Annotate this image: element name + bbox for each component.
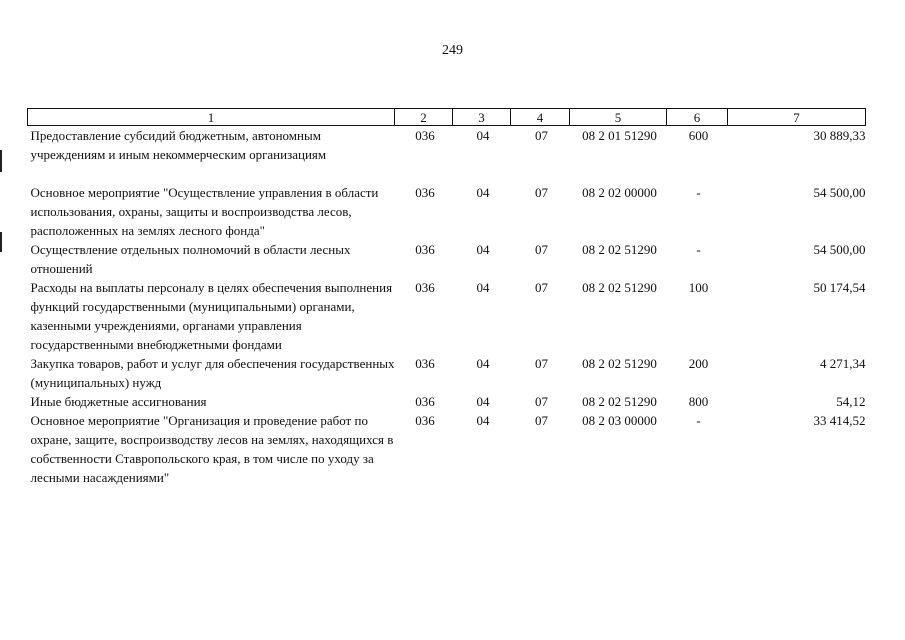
row-target-code: 08 2 02 51290 — [582, 280, 657, 295]
row-name: Предоставление субсидий бюджетным, автономным учреждениям и иным некоммерческим организациям — [30, 128, 327, 162]
table-row — [28, 240, 866, 278]
column-header-5: 5 — [570, 109, 667, 126]
row-expense-type: 100 — [688, 280, 709, 295]
row-name: Иные бюджетные ассигнования — [30, 394, 207, 409]
row-section-code: 04 — [476, 128, 490, 143]
row-name: Основное мероприятие "Организация и проведение работ по охране, защите, воспроизводству лесов на землях, находящихся в собственности Ставропольского края, в том числе по уходу за лесными насаждениями" — [30, 413, 394, 485]
row-ministry-code: 036 — [415, 280, 435, 295]
budget-table — [27, 108, 866, 487]
row-expense-type: - — [696, 413, 701, 428]
row-name: Осуществление отдельных полномочий в области лесных отношений — [30, 242, 351, 276]
row-ministry-code: 036 — [415, 394, 435, 409]
row-section-code: 04 — [476, 242, 490, 257]
column-header-3: 3 — [453, 109, 511, 126]
row-section-code: 04 — [476, 356, 490, 371]
row-section-code: 04 — [476, 394, 490, 409]
row-section-code: 04 — [476, 280, 490, 295]
row-name: Расходы на выплаты персоналу в целях обеспечения выполнения функций государственными (муниципальными) органами, казенными учреждениями, органами управления государственными внебюджетными фондами — [30, 280, 393, 352]
column-header-4: 4 — [511, 109, 570, 126]
row-amount: 54 500,00 — [813, 185, 866, 200]
row-amount: 50 174,54 — [813, 280, 866, 295]
row-ministry-code: 036 — [415, 185, 435, 200]
row-ministry-code: 036 — [415, 242, 435, 257]
row-target-code: 08 2 02 51290 — [582, 394, 657, 409]
row-subsection-code: 07 — [535, 242, 548, 257]
page-number: 249 — [442, 43, 463, 58]
row-subsection-code: 07 — [535, 128, 548, 143]
table-header-row — [28, 109, 866, 126]
table-row — [28, 354, 866, 392]
row-target-code: 08 2 02 00000 — [582, 185, 657, 200]
row-section-code: 04 — [476, 413, 490, 428]
row-expense-type: - — [696, 242, 701, 257]
column-header-2: 2 — [395, 109, 453, 126]
scan-edge-mark — [0, 232, 2, 252]
row-expense-type: 600 — [688, 128, 709, 143]
row-section-code: 04 — [476, 185, 490, 200]
row-amount: 4 271,34 — [820, 356, 866, 371]
row-amount: 54 500,00 — [813, 242, 866, 257]
row-amount: 54,12 — [836, 394, 866, 409]
row-subsection-code: 07 — [535, 185, 548, 200]
column-header-6: 6 — [667, 109, 728, 126]
row-amount: 30 889,33 — [813, 128, 866, 143]
column-header-7: 7 — [728, 109, 866, 126]
row-expense-type: - — [696, 185, 701, 200]
row-ministry-code: 036 — [415, 128, 435, 143]
row-subsection-code: 07 — [535, 280, 548, 295]
row-subsection-code: 07 — [535, 394, 548, 409]
table-row — [28, 392, 866, 411]
column-header-1: 1 — [28, 109, 395, 126]
row-name: Основное мероприятие "Осуществление управления в области использования, охраны, защиты и воспроизводства лесов, расположенных на землях лесного фонда" — [30, 185, 379, 238]
row-target-code: 08 2 03 00000 — [582, 413, 657, 428]
row-target-code: 08 2 01 51290 — [582, 128, 657, 143]
row-amount: 33 414,52 — [813, 413, 866, 428]
row-target-code: 08 2 02 51290 — [582, 242, 657, 257]
row-ministry-code: 036 — [415, 413, 435, 428]
row-ministry-code: 036 — [415, 356, 435, 371]
scan-edge-mark — [0, 150, 2, 172]
row-subsection-code: 07 — [535, 356, 548, 371]
table-row — [28, 183, 866, 240]
row-name: Закупка товаров, работ и услуг для обеспечения государственных (муниципальных) нужд — [30, 356, 395, 390]
row-subsection-code: 07 — [535, 413, 548, 428]
table-row — [28, 411, 866, 487]
row-target-code: 08 2 02 51290 — [582, 356, 657, 371]
row-expense-type: 200 — [688, 356, 709, 371]
table-row — [28, 278, 866, 354]
row-expense-type: 800 — [688, 394, 709, 409]
table-row — [28, 126, 866, 184]
